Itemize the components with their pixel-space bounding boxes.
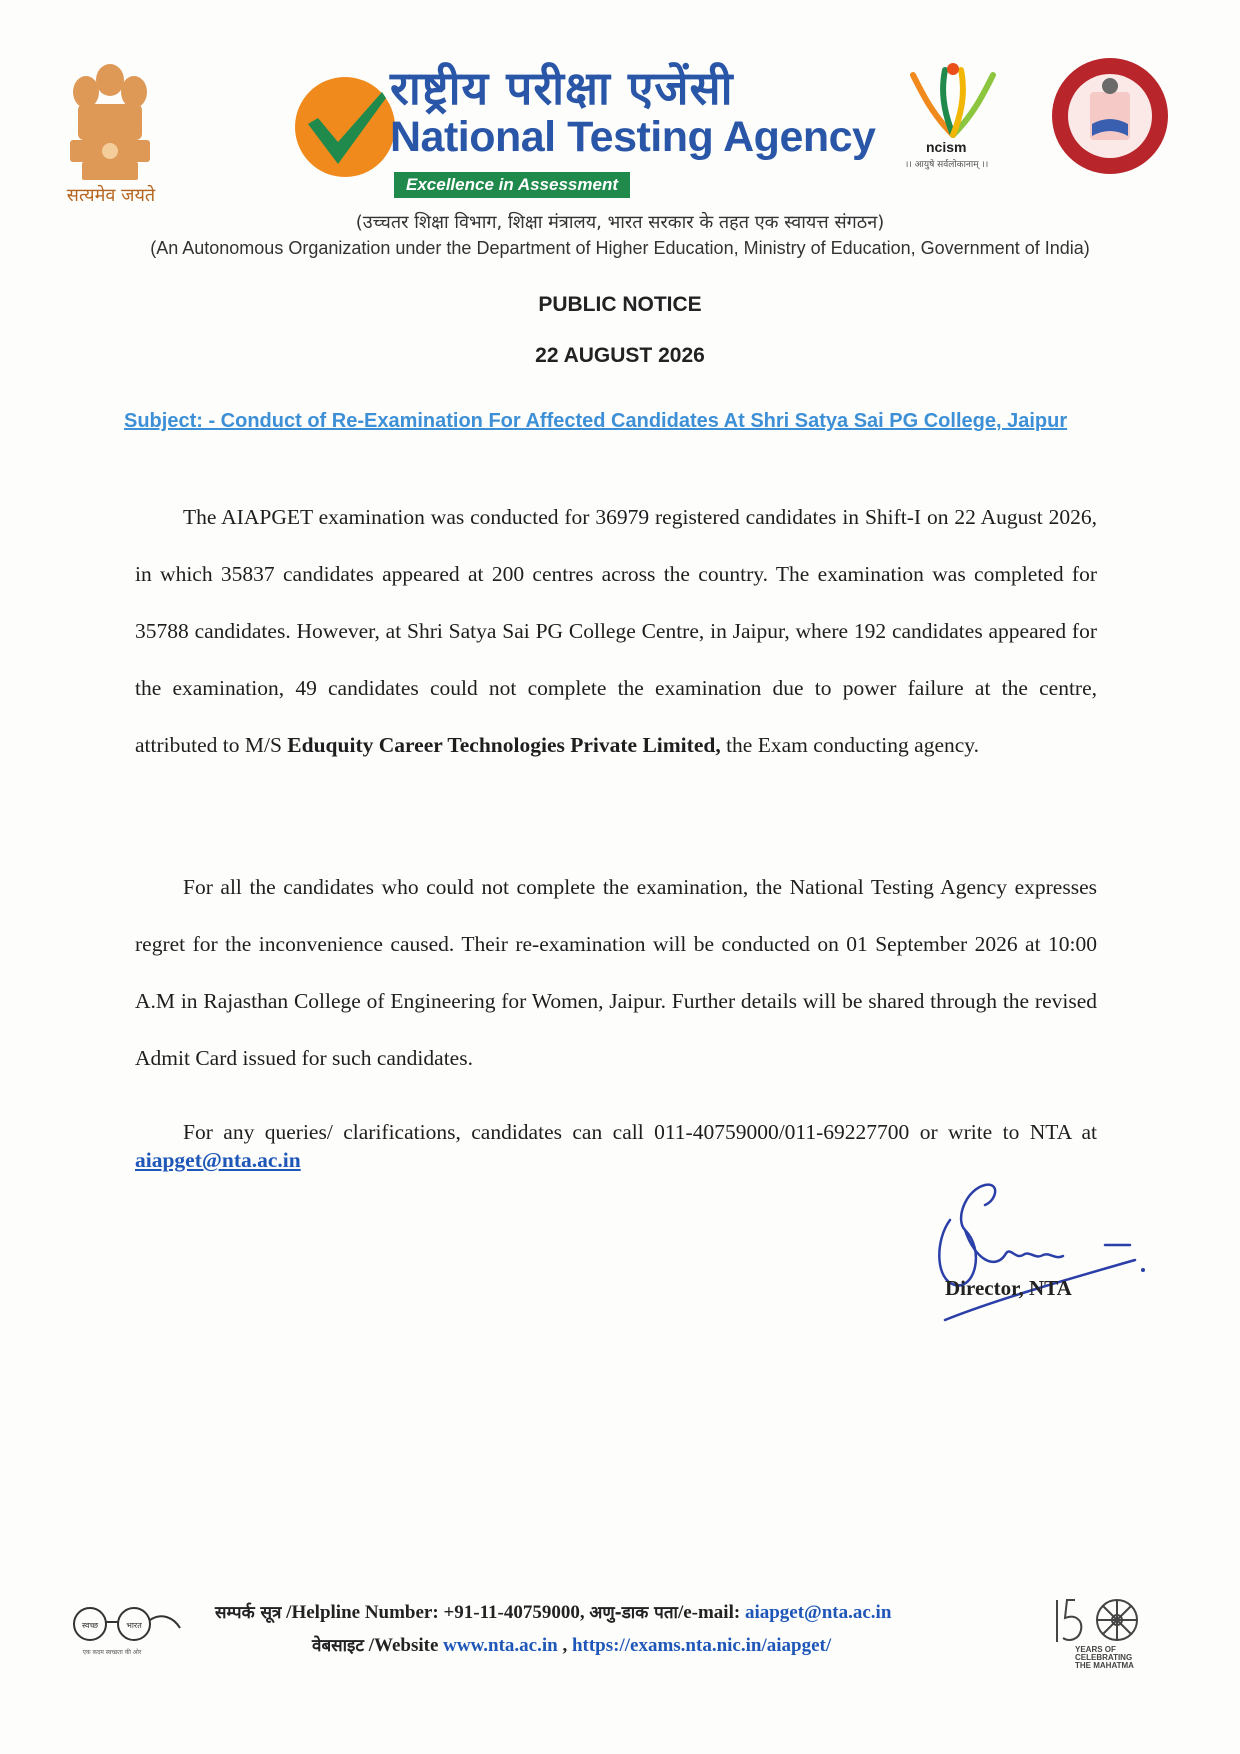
nta-logo xyxy=(290,72,400,182)
email-label-hindi: अणु-डाक पता xyxy=(589,1603,678,1623)
notice-date: 22 AUGUST 2026 xyxy=(535,344,705,367)
footer-website-line xyxy=(312,1633,831,1657)
para2-text: For all the candidates who could not complete the examination, the National Testing Agency expresses regret for the inconvenience caused. Their re-examination will be conducted on 01 September 2026 at 10:00 A.M in Rajasthan College of Engineering for Women, Jaipur. Further details will be shared through the revised Admit Card issued for such candidates. xyxy=(135,875,1097,1070)
agency-tagline: Excellence in Assessment xyxy=(394,172,630,198)
emblem-motto: सत्यमेव जयते xyxy=(66,185,156,206)
website-link-aiapget[interactable]: https://exams.nta.nic.in/aiapget/ xyxy=(571,1635,832,1656)
swachh-bharat-logo xyxy=(62,1598,192,1660)
para1-end: the Exam conducting agency. xyxy=(720,733,980,757)
email-label: /e-mail: xyxy=(677,1602,741,1623)
svg-text:CELEBRATING: CELEBRATING xyxy=(1075,1653,1133,1662)
para3-text: For any queries/ clarifications, candidates can call 011-40759000/011-69227700 or write to NTA at xyxy=(183,1120,1097,1144)
footer-email-link[interactable]: aiapget@nta.ac.in xyxy=(744,1602,892,1623)
contact-label-hindi: सम्पर्क सूत्र xyxy=(215,1603,282,1623)
org-description-english: (An Autonomous Organization under the Department of Higher Education, Ministry of Education, Government of India) xyxy=(150,238,1090,258)
director-signature xyxy=(905,1160,1155,1330)
nch-seal-logo xyxy=(1046,52,1174,180)
svg-text:THE MAHATMA: THE MAHATMA xyxy=(1075,1661,1134,1668)
agency-name-english: National Testing Agency xyxy=(390,113,876,161)
150-years-mahatma-logo xyxy=(1045,1590,1160,1668)
paragraph-exam-summary xyxy=(135,489,1097,774)
signatory-title: Director, NTA xyxy=(945,1276,1072,1300)
org-description-hindi: (उच्चतर शिक्षा विभाग, शिक्षा मंत्रालय, भारत सरकार के तहत एक स्वायत्त संगठन) xyxy=(355,212,885,233)
svg-text:एक कदम स्वच्छता की ओर: एक कदम स्वच्छता की ओर xyxy=(82,1649,142,1656)
website-separator: , xyxy=(557,1635,572,1656)
website-link-nta[interactable]: www.nta.ac.in xyxy=(443,1635,558,1656)
notice-title: PUBLIC NOTICE xyxy=(538,293,702,316)
ncism-motto: ।। आयुषे सर्वलोकानाम् ।। xyxy=(905,160,989,170)
svg-text:स्वच्छ: स्वच्छ xyxy=(81,1621,99,1630)
ncism-logo xyxy=(893,55,1013,150)
website-label: /Website xyxy=(368,1635,439,1656)
svg-text:भारत: भारत xyxy=(126,1621,142,1630)
helpline-label: /Helpline Number: +91-11-40759000, xyxy=(286,1602,585,1623)
notice-subject: Subject: - Conduct of Re-Examination For Affected Candidates At Shri Satya Sai PG College, Jaipur xyxy=(124,410,1068,432)
para1-text: The AIAPGET examination was conducted for 36979 registered candidates in Shift-I on 22 August 2026, in which 35837 candidates appeared at 200 centres across the country. The examination was completed for 35788 candidates. However, at Shri Satya Sai PG College Centre, in Jaipur, where 192 candidates appeared for the examination, 49 candidates could not complete the examination due to power failure at the centre, attributed to M/S xyxy=(135,505,1097,757)
svg-text:YEARS OF: YEARS OF xyxy=(1075,1645,1116,1654)
ncism-name: ncism xyxy=(926,139,967,155)
paragraph-re-exam xyxy=(135,859,1097,1087)
agency-name-hindi: राष्ट्रीय परीक्षा एजेंसी xyxy=(390,61,734,115)
query-email-link[interactable]: aiapget@nta.ac.in xyxy=(135,1148,301,1172)
website-label-hindi: वेबसाइट xyxy=(312,1636,364,1656)
footer-helpline-line xyxy=(215,1600,891,1624)
agency-name-bold: Eduquity Career Technologies Private Limited, xyxy=(287,733,721,757)
